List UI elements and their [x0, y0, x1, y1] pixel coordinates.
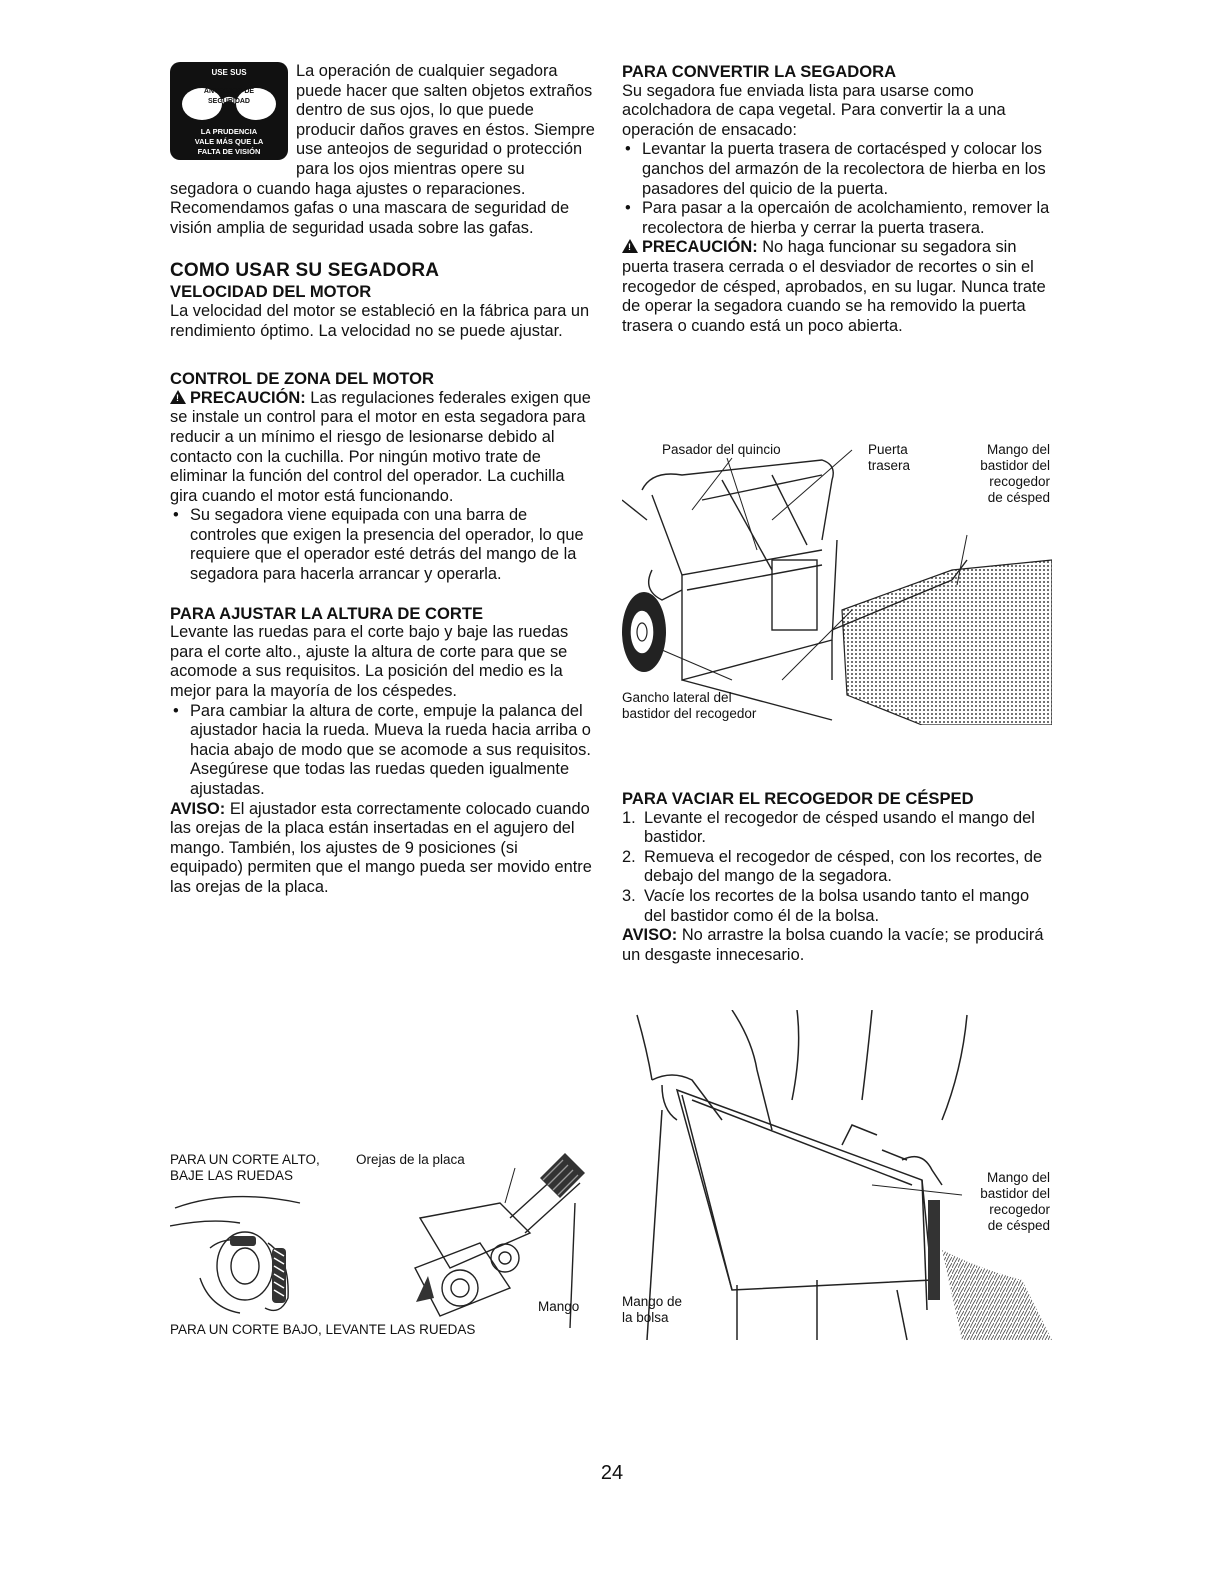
- fig2-mango-label-4: de césped: [987, 1218, 1050, 1233]
- badge-line6: FALTA DE VISIÓN: [197, 147, 261, 156]
- precaucion-text-right: No haga funcionar su segadora sin puerta trasera cerrada o el desviador de recortes o sin el recogedor de césped, aprobados, en su lugar. Nunca trate de operar la segadora cuando se ha removido la puerta trasera o cuando está un poco abierta.: [622, 238, 1046, 335]
- fig1-gancho-label-2: bastidor del recogedor: [622, 706, 757, 721]
- left-column: [170, 62, 595, 898]
- warning-triangle-icon: !: [170, 390, 186, 404]
- vaciar-steps: [622, 809, 1052, 927]
- step-3-number: 3.: [622, 886, 636, 905]
- heading-como-usar: COMO USAR SU SEGADORA: [170, 260, 440, 282]
- fig2-bolsa-label-2: la bolsa: [622, 1310, 669, 1325]
- aviso-paragraph-left: [170, 800, 595, 898]
- altura-bullet: • Para cambiar la altura de corte, empuje la palanca del ajustador hacia la rueda. Mueva la rueda hacia arriba o hacia abajo de modo que se acomode a sus requisitos. Asegúrese que todas las ruedas queden igualmente ajustadas.: [170, 702, 595, 800]
- grass-catcher-figure: [622, 440, 1052, 725]
- precaucion-label-right: PRECAUCIÓN:: [642, 238, 758, 257]
- badge-line1: USE SUS: [211, 68, 247, 77]
- velocidad-text: La velocidad del motor se estableció en la fábrica para un rendimiento óptimo. La velocidad no se puede ajustar.: [170, 301, 590, 340]
- vaciar-section: [622, 789, 1052, 965]
- fig2-mango-label-3: recogedor: [989, 1202, 1050, 1217]
- step-2-text: Remueva el recogedor de césped, con los recortes, de debajo del mango de la segadora.: [644, 847, 1043, 886]
- wheel-height-figure: [170, 1148, 600, 1348]
- warning-triangle-icon: !: [622, 239, 638, 253]
- fig-alto-label-2: BAJE LAS RUEDAS: [170, 1168, 294, 1183]
- heading-vaciar: PARA VACIAR EL RECOGEDOR DE CÉSPED: [622, 789, 974, 808]
- fig1-mango-label-1: Mango del: [986, 442, 1050, 457]
- step-3-text: Vacíe los recortes de la bolsa usando tanto el mango del bastidor como él de la bolsa.: [644, 886, 1030, 925]
- safety-glasses-badge: [170, 62, 288, 160]
- aviso-label: AVISO:: [170, 799, 226, 818]
- fig-mango-label: Mango: [538, 1299, 580, 1314]
- fig-bajo-label: PARA UN CORTE BAJO, LEVANTE LAS RUEDAS: [170, 1322, 476, 1337]
- badge-line4: LA PRUDENCIA: [200, 127, 258, 136]
- badge-line3: SEGURIDAD: [207, 98, 251, 105]
- altura-text: Levante las ruedas para el corte bajo y baje las ruedas para el corte alto., ajuste la altura de corte para que se acomode a sus requisitos. La posición del medio es la mejor para la mayoría de los céspedes.: [170, 623, 569, 701]
- badge-line2: ANTEOJOS DE: [203, 88, 255, 95]
- vaciar-step-2: [622, 848, 1052, 887]
- heading-altura-corte: PARA AJUSTAR LA ALTURA DE CORTE: [170, 603, 484, 623]
- fig1-puerta-label-2: trasera: [868, 458, 911, 473]
- fig2-mango-label-1: Mango del: [986, 1170, 1050, 1185]
- fig1-puerta-label-1: Puerta: [868, 442, 908, 457]
- fig1-mango-label-4: de césped: [987, 490, 1050, 505]
- heading-control-zona: CONTROL DE ZONA DEL MOTOR: [170, 369, 434, 389]
- right-column: [622, 62, 1052, 336]
- fig2-bolsa-label-1: Mango de: [622, 1294, 683, 1309]
- step-1-text: Levante el recogedor de césped usando el mango del bastidor.: [644, 808, 1035, 847]
- safety-intro-text: La operación de cualquier segadora puede hacer que salten objetos extraños dentro de sus ojos, lo que puede producir daños graves en éstos. Siempre use anteojos de seguridad o protección para los ojos mientras opere su segadora o cuando haga ajustes o reparaciones. Recomendamos gafas o una mascara de seguridad de visión amplia de seguridad usada sobre las gafas.: [170, 62, 595, 237]
- vaciar-step-1: [622, 809, 1052, 848]
- precaucion-paragraph-right: [622, 238, 1052, 336]
- control-text: Las regulaciones federales exigen que se instale un control para el motor en esta segadora para reducir a un mínimo el riesgo de lesionarse debido al contacto con la cuchilla. Por ningún motivo trate de eliminar la función del control del operador. La cuchilla gira cuando el motor está funcionando.: [170, 388, 591, 505]
- aviso-text-right: No arrastre la bolsa cuando la vacíe; se producirá un desgaste innecesario.: [622, 926, 1044, 964]
- control-bullet: • Su segadora viene equipada con una barra de controles que exigen la presencia del operador, lo que requiere que el operador esté detrás del mango de la segadora para hacerla arrancar y operarla.: [170, 506, 595, 584]
- control-paragraph: [170, 389, 595, 507]
- page-number: 24: [600, 1462, 624, 1484]
- safety-glasses-icon: [170, 62, 288, 160]
- fig1-mango-label-2: bastidor del: [980, 458, 1050, 473]
- aviso-label-right: AVISO:: [622, 926, 678, 945]
- control-list: [170, 506, 595, 584]
- fig2-mango-label-2: bastidor del: [980, 1186, 1050, 1201]
- step-2-number: 2.: [622, 847, 636, 866]
- aviso-paragraph-right: [622, 926, 1052, 965]
- fig1-pasador-label: Pasador del quincio: [662, 442, 781, 457]
- convertir-text: Su segadora fue enviada lista para usarse como acolchadora de capa vegetal. Para convertir la a una operación de ensacado:: [622, 81, 1006, 139]
- heading-convertir: PARA CONVERTIR LA SEGADORA: [622, 62, 897, 81]
- aviso-text: El ajustador esta correctamente colocado cuando las orejas de la placa están insertadas en el agujero del mango. También, los ajustes de 9 posiciones (si equipado) permiten que el mango pueda ser movido entre las orejas de la placa.: [170, 799, 592, 896]
- vaciar-step-3: [622, 887, 1052, 926]
- fig1-gancho-label-1: Gancho lateral del: [622, 690, 732, 705]
- altura-list: [170, 702, 595, 800]
- fig-orejas-label: Orejas de la placa: [356, 1152, 465, 1167]
- precaucion-label: PRECAUCIÓN:: [190, 388, 306, 407]
- convertir-bullet-1: • Levantar la puerta trasera de cortacésped y colocar los ganchos del armazón de la recolectora de hierba en los pasadores del quicio de la puerta.: [622, 140, 1052, 199]
- convertir-list: [622, 140, 1052, 238]
- badge-line5: VALE MÁS QUE LA: [194, 137, 264, 146]
- fig-alto-label-1: PARA UN CORTE ALTO,: [170, 1152, 320, 1167]
- heading-velocidad: VELOCIDAD DEL MOTOR: [170, 282, 372, 302]
- step-1-number: 1.: [622, 808, 636, 827]
- empty-bag-figure: [622, 1010, 1052, 1350]
- convertir-bullet-2: • Para pasar a la opercaión de acolchamiento, remover la recolectora de hierba y cerrar la puerta trasera.: [622, 199, 1052, 238]
- fig1-mango-label-3: recogedor: [989, 474, 1050, 489]
